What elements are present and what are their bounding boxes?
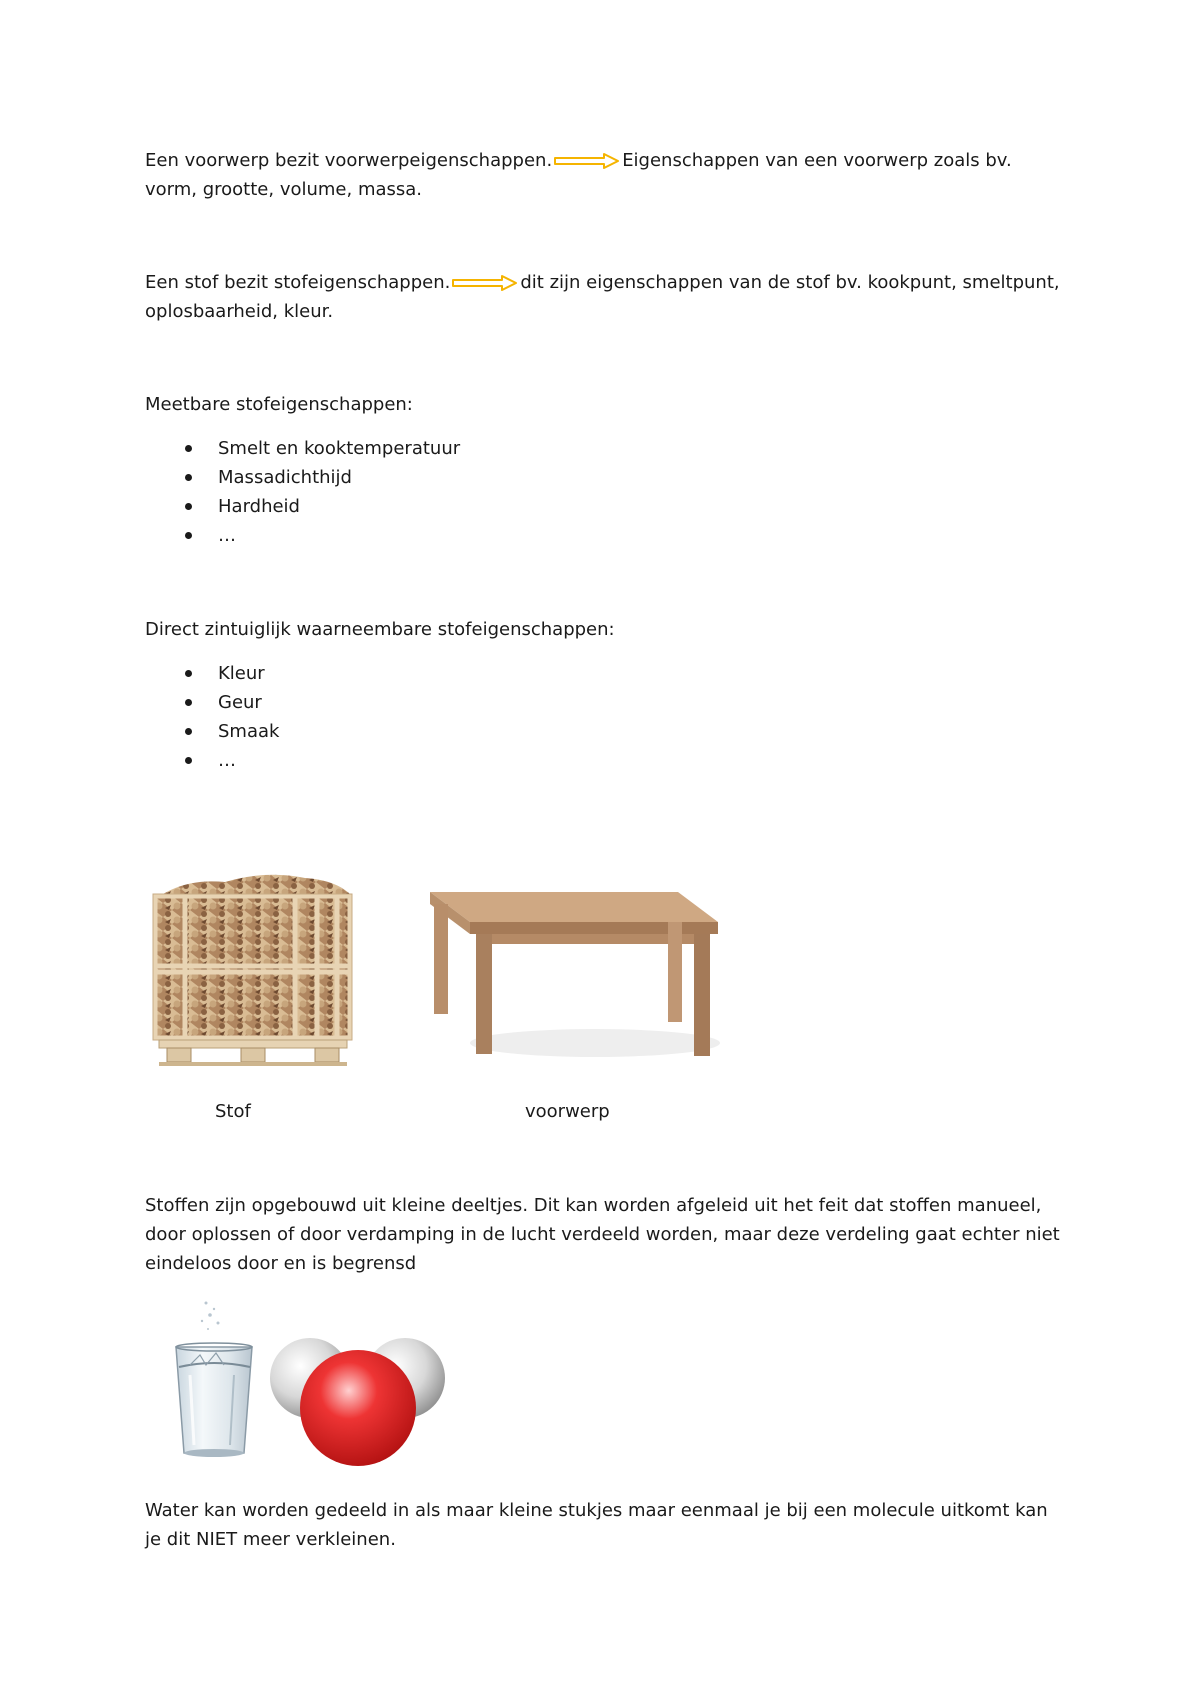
measurable-properties-list	[145, 434, 1065, 550]
text-substance-properties-examples: dit zijn eigenschappen van de stof bv. kookpunt, smeltpunt,	[520, 272, 1060, 293]
list-item: Massadichthijd	[145, 463, 1065, 492]
paragraph-line: Water kan worden gedeeld in als maar kleine stukjes maar eenmaal je bij een molecule uitkomt kan	[145, 1500, 1048, 1521]
sensory-properties-section	[145, 615, 1065, 775]
right-arrow-icon	[554, 153, 620, 169]
caption-voorwerp: voorwerp	[525, 1101, 610, 1122]
measurable-properties-section	[145, 390, 1065, 550]
list-item: Smelt en kooktemperatuur	[145, 434, 1065, 463]
wooden-table-image	[420, 878, 720, 1060]
list-item: Kleur	[145, 659, 1065, 688]
paragraph-line: eindeloos door en is begrensd	[145, 1253, 417, 1274]
paragraph-line: Stoffen zijn opgebouwd uit kleine deeltjes. Dit kan worden afgeleid uit het feit dat stoffen manueel,	[145, 1195, 1042, 1216]
section-heading: Meetbare stofeigenschappen:	[145, 394, 413, 415]
list-item: …	[145, 746, 1065, 775]
oxygen-atom	[300, 1350, 416, 1466]
list-item: …	[145, 521, 1065, 550]
paragraph-line	[145, 146, 1065, 175]
list-item: Smaak	[145, 717, 1065, 746]
paragraph-water-molecule	[145, 1496, 1065, 1554]
list-item: Geur	[145, 688, 1065, 717]
text-substance-has-properties: Een stof bezit stofeigenschappen.	[145, 272, 451, 293]
paragraph-particles	[145, 1191, 1065, 1278]
text-object-has-properties: Een voorwerp bezit voorwerpeigenschappen.	[145, 150, 553, 171]
right-arrow-icon	[452, 275, 518, 291]
paragraph-substance-properties	[145, 268, 1065, 326]
section-heading: Direct zintuiglijk waarneembare stofeigenschappen:	[145, 619, 615, 640]
paragraph-line: door oplossen of door verdamping in de lucht verdeeld worden, maar deze verdeling gaat echter niet	[145, 1224, 1060, 1245]
paragraph-line: je dit NIET meer verkleinen.	[145, 1529, 396, 1550]
paragraph-line: oplosbaarheid, kleur.	[145, 301, 334, 322]
caption-stof: Stof	[215, 1101, 251, 1122]
firewood-crate-image	[145, 868, 360, 1068]
list-item: Hardheid	[145, 492, 1065, 521]
paragraph-line: vorm, grootte, volume, massa.	[145, 179, 423, 200]
text-object-properties-examples: Eigenschappen van een voorwerp zoals bv.	[622, 150, 1012, 171]
sensory-properties-list	[145, 659, 1065, 775]
paragraph-object-properties	[145, 146, 1065, 204]
water-molecule-image	[270, 1298, 445, 1470]
paragraph-line	[145, 268, 1065, 297]
glass-of-water-image	[160, 1295, 265, 1467]
